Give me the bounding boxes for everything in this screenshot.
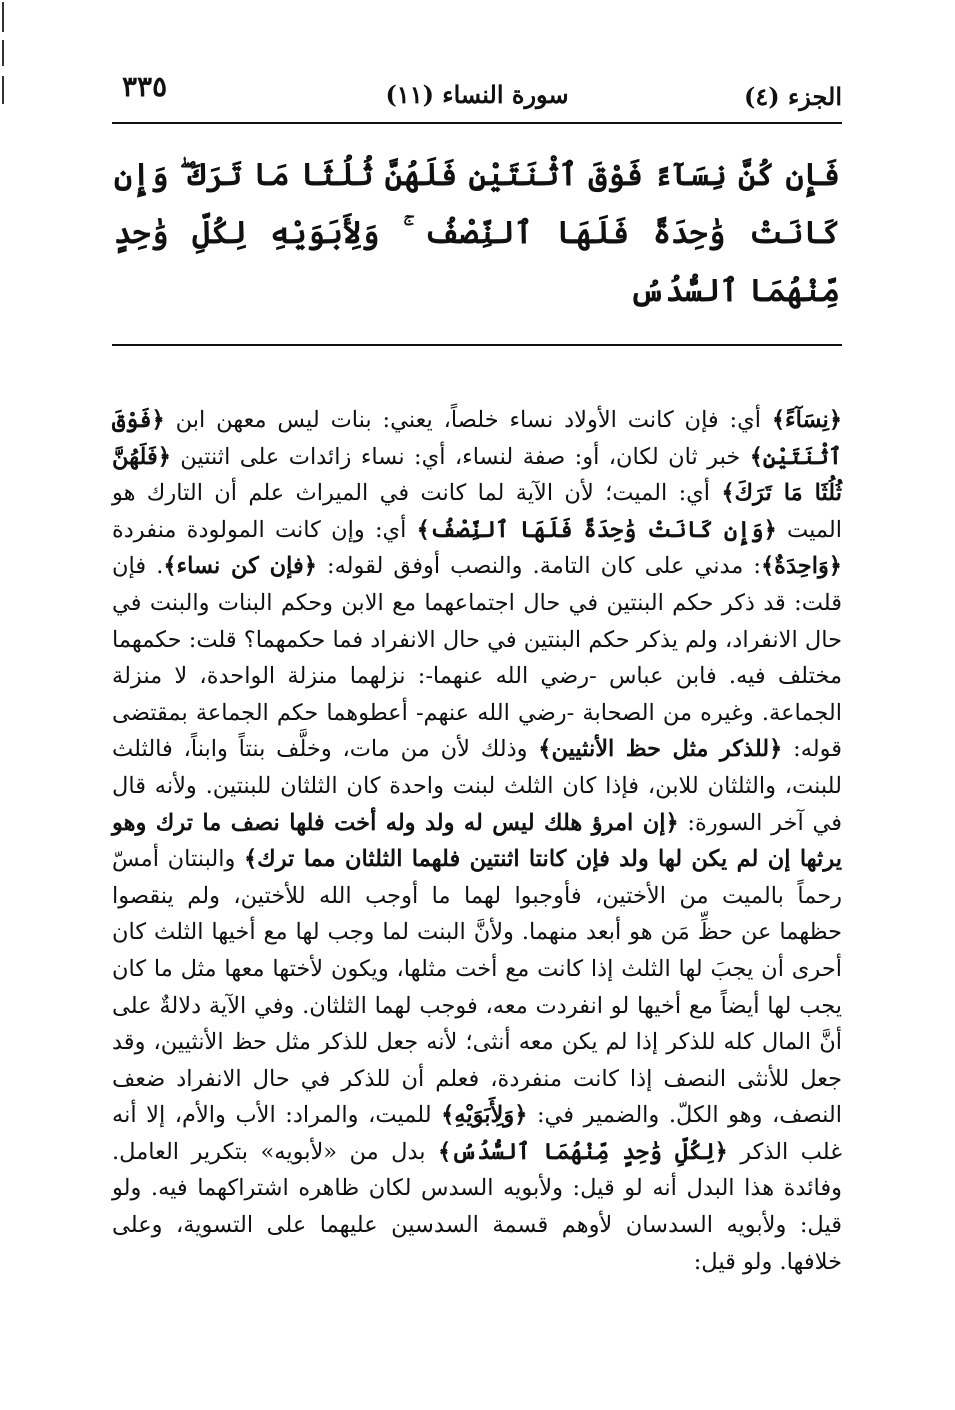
text-9: بدل من «لأبويه» بتكرير العامل. وفائدة هذا البدل أنه لو قيل: ولأبويه السدس لكان ظاهره اشتراكهما فيه. ولو قيل: ولأبويه السدسان لأوهم قسمة السدسين عليهما على التسوية، وعلى خلافها. ولو قيل:	[112, 1138, 842, 1275]
quote-9: ﴿لِكُلِّ وَٰحِدٍ مِّنْهُمَا ٱلسُّدُسُ﴾	[437, 1138, 728, 1165]
text-2: أي: الميت؛ لأن الآية لما كانت في الميراث علم أن التارك هو الميت	[112, 480, 842, 543]
text-1: خبر ثان لكان، أو: صفة لنساء، أي: نساء زائدات على اثنتين	[170, 443, 750, 470]
quote-5: ﴿فإن كن نساء﴾	[163, 553, 317, 580]
quote-2: ﴿فَلَهُنَّ ثُلُثَا مَا تَرَكَ﴾	[112, 443, 842, 507]
quran-verse: فَإِن كُنَّ نِسَآءً فَوْقَ ٱثْنَتَيْنِ فَلَهُنَّ ثُلُثَا مَا تَرَكَ ۖ وَإِن كَانَتْ وَٰحِدَةً فَلَهَا ٱلنِّصْفُ ۚ وَلِأَبَوَيْهِ لِكُلِّ وَٰحِدٍ مِّنْهُمَا ٱلسُّدُسُ	[114, 157, 840, 309]
quote-3: ﴿وَإِن كَانَتْ وَٰحِدَةً فَلَهَا ٱلنِّصْفُ﴾	[416, 516, 777, 543]
quote-6: ﴿للذكر مثل حظ الأنثيين﴾	[538, 736, 783, 763]
text-3: أي: وإن كانت المولودة منفردة	[112, 516, 417, 543]
text-0: أي: فإن كانت الأولاد نساء خلصاً، يعني: بنات ليس معهن ابن	[164, 407, 772, 433]
juz-label: الجزء (٤)	[744, 82, 842, 111]
quote-0: ﴿نِسَآءً﴾	[771, 407, 842, 433]
book-page	[112, 60, 842, 1280]
text-4: : مدني على كان التامة. والنصب أوفق لقوله:	[316, 553, 761, 580]
surah-title: سورة النساء (١١)	[385, 80, 569, 109]
commentary-text	[112, 402, 842, 1280]
quote-7: ﴿إن امرؤ هلك ليس له ولد وله أخت فلها نصف ما ترك وهو يرثها إن لم يكن لها ولد فإن كانتا اثنتين فلهما الثلثان مما ترك﴾	[112, 809, 842, 873]
quote-1: ﴿فَوْقَ ٱثْنَتَيْنِ﴾	[112, 407, 842, 470]
scan-edge-marks	[0, 0, 6, 110]
quote-4: ﴿وَاحِدَةٌ﴾	[761, 553, 842, 580]
page-number: ٣٣٥	[122, 70, 168, 103]
text-5: . فإن قلت: قد ذكر حكم البنتين في حال اجتماعهما مع الابن وحكم البنات والبنت في حال الانفراد، ولم يذكر حكم البنتين في حال الانفراد فما حكمهما؟ قلت: حكمهما مختلف فيه. فابن عباس -رضي الله عنهما-: نزلهما منزلة الواحدة، لا منزلة الجماعة. وغيره من الصحابة -رضي الله عنهم- أعطوهما حكم الجماعة بمقتضى قوله:	[112, 553, 843, 763]
page-header	[112, 60, 842, 111]
text-6: وذلك لأن من مات، وخلَّف بنتاً وابناً، فالثلث للبنت، والثلثان للابن، فإذا كان الثلث لبنت واحدة كان الثلثان للبنتين. ولأنه قال في آخر السورة:	[112, 736, 842, 836]
verse-divider	[112, 344, 842, 346]
text-8: للميت، والمراد: الأب والأم، إلا أنه غلب الذكر	[112, 1102, 842, 1165]
header-divider	[112, 122, 842, 124]
quote-8: ﴿وَلِأَبَوَيْهِ﴾	[441, 1102, 528, 1129]
text-7: والبنتان أمسّ رحماً بالميت من الأختين، فأوجبوا لهما ما أوجب الله للأختين، ولم ينقصوا حظهما عن حظِّ مَن هو أبعد منهما. ولأنَّ البنت لما وجب لها مع أخيها الثلث كان أحرى أن يجبَ لها الثلث إذا كانت مع أخت مثلها، ويكون لأختها معها مثل ما كان يجب لها أيضاً مع أخيها لو انفردت معه، فوجب لهما الثلثان. وفي الآية دلالةٌ على أنَّ المال كله للذكر إذا لم يكن معه أنثى؛ لأنه جعل للذكر مثل حظ الأنثيين، وقد جعل للأنثى النصف إذا كانت منفردة، فعلم أن للذكر في حال الانفراد ضعف النصف، وهو الكلّ. والضمير في:	[112, 846, 842, 1129]
